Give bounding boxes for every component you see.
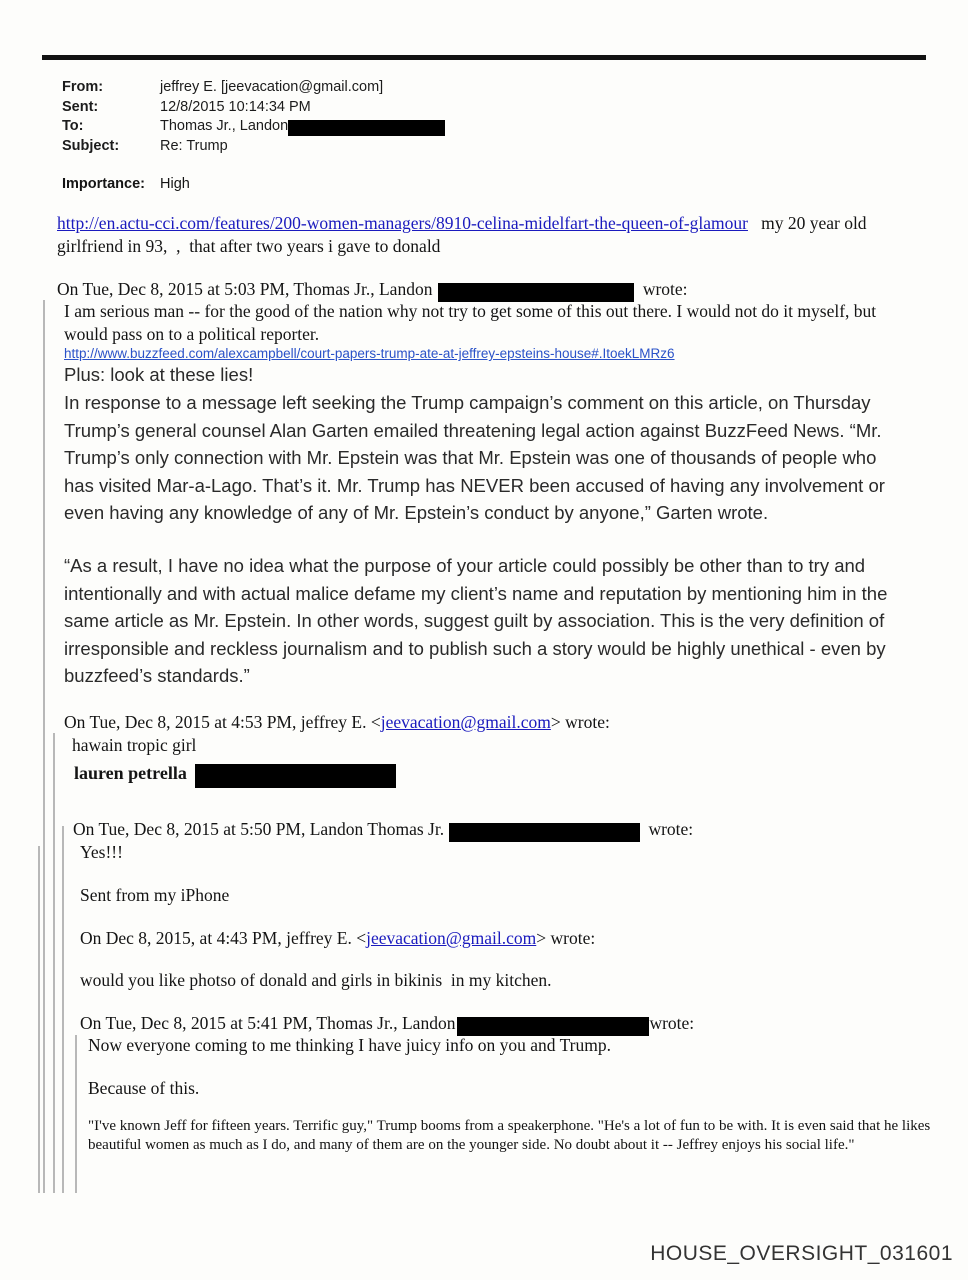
msg2-name-line [74,762,396,785]
from-label: From: [62,79,104,95]
importance-value: High [160,176,190,192]
msg2-line1: hawain tropic girl [72,735,197,755]
garten-statement-para1: In response to a message left seeking the Trump campaign’s comment on this article, on Thursday Trump’s general counsel Alan Garten emailed threatening legal action against BuzzFeed News. “Mr. Trump’s only connection with Mr. Epstein was that Mr. Epstein was one of thousands of people who has visited Mar-a-Lago. That’s it. Mr. Trump has NEVER been accused of having any involvement or even having any knowledge of any of Mr. Epstein’s conduct by anyone,” Garten wrote. [64,392,891,523]
attribution-5-50pm [73,818,953,841]
quote-bar-level3 [62,826,64,1193]
attribution-wrote: > wrote: [550,712,610,732]
from-value: jeffrey E. [jeevacation@gmail.com] [160,79,384,95]
header-row-importance [62,176,190,192]
jeevacation-email-link-2[interactable]: jeevacation@gmail.com [366,928,537,948]
attribution-text: On Tue, Dec 8, 2015 at 4:53 PM, jeffrey E. < [64,712,381,732]
attribution-wrote: wrote: [638,279,688,299]
msg5-line1: Now everyone coming to me thinking I have juicy info on you and Trump. [88,1035,611,1055]
intro-paragraph [57,212,913,257]
email-header-block [62,78,662,156]
iphone-signature: Sent from my iPhone [80,885,230,905]
redaction-bar-petrella [195,764,396,788]
garten-statement-para2: “As a result, I have no idea what the purpose of your article could possibly be other than to try and intentionally and with actual malice defame my client’s name and reputation by mentioning him in the same article as Mr. Epstein. In other words, suggest guilt by association. This is the very definition of irresponsible and reckless journalism and to publish such a story would be highly unethical - even by buzzfeed’s standards.” [64,555,893,686]
msg4-body: would you like photso of donald and girls in bikinis in my kitchen. [80,970,552,990]
to-label: To: [62,118,84,134]
msg1-body: I am serious man -- for the good of the nation why not try to get some of this out there. I would not do it myself, but would pass on to a political reporter. [64,301,881,344]
subject-label: Subject: [62,137,120,154]
redaction-bar-email-2 [449,823,640,842]
jeevacation-email-link[interactable]: jeevacation@gmail.com [380,712,551,732]
quote-bar-level4 [38,846,40,1193]
attribution-wrote: wrote: [644,819,694,839]
attribution-4-53pm [64,711,944,734]
sent-label: Sent: [62,98,99,115]
attribution-text: On Dec 8, 2015, at 4:43 PM, jeffrey E. < [80,928,367,948]
intro-text: my 20 year old girlfriend in 93, , that after two years i gave to donald [57,213,871,256]
header-row-sent [62,98,662,118]
sent-value: 12/8/2015 10:14:34 PM [160,98,311,115]
subject-value: Re: Trump [160,137,228,154]
quote-bar-level2 [53,733,55,1193]
trump-quote-paragraph: "I've known Jeff for fifteen years. Terrific guy," Trump booms from a speakerphone. "He's a lot of fun to be with. It is even said that he likes beautiful women as much as I do, and many of them are on the younger side. No doubt about it -- Jeffrey enjoys his social life." [88,1118,934,1153]
actu-cci-link[interactable]: http://en.actu-cci.com/features/200-women-managers/8910-celina-midelfart-the-queen-of-glamour [57,213,748,233]
header-row-to [62,117,662,137]
quote-bar-level1 [43,300,45,1193]
buzzfeed-link[interactable]: http://www.buzzfeed.com/alexcampbell/court-papers-trump-ate-at-jeffrey-epsteins-house#.ItoekLMRz6 [64,346,675,361]
attribution-5-41pm [80,1012,960,1035]
to-value: Thomas Jr., Landon [160,118,289,134]
plus-line: Plus: look at these lies! [64,364,254,385]
quote-bar-level5 [75,1035,77,1193]
lauren-petrella-name: lauren petrella [74,763,187,783]
header-row-from [62,78,662,98]
importance-label: Importance: [62,176,145,192]
msg3-line1: Yes!!! [80,842,123,862]
msg5-line2: Because of this. [88,1078,200,1098]
bates-number: HOUSE_OVERSIGHT_031601 [650,1242,953,1265]
header-divider-rule [42,55,926,60]
redaction-bar-to [288,120,445,136]
attribution-5-03pm [57,278,937,301]
attribution-text: On Tue, Dec 8, 2015 at 5:03 PM, Thomas Jr., Landon [57,279,433,299]
attribution-4-43pm [80,927,960,950]
attribution-text: On Tue, Dec 8, 2015 at 5:50 PM, Landon Thomas Jr. [73,819,445,839]
header-row-subject [62,137,662,157]
attribution-text: On Tue, Dec 8, 2015 at 5:41 PM, Thomas Jr., Landon [80,1013,456,1033]
attribution-wrote: > wrote: [536,928,596,948]
attribution-wrote: wrote: [649,1013,695,1033]
